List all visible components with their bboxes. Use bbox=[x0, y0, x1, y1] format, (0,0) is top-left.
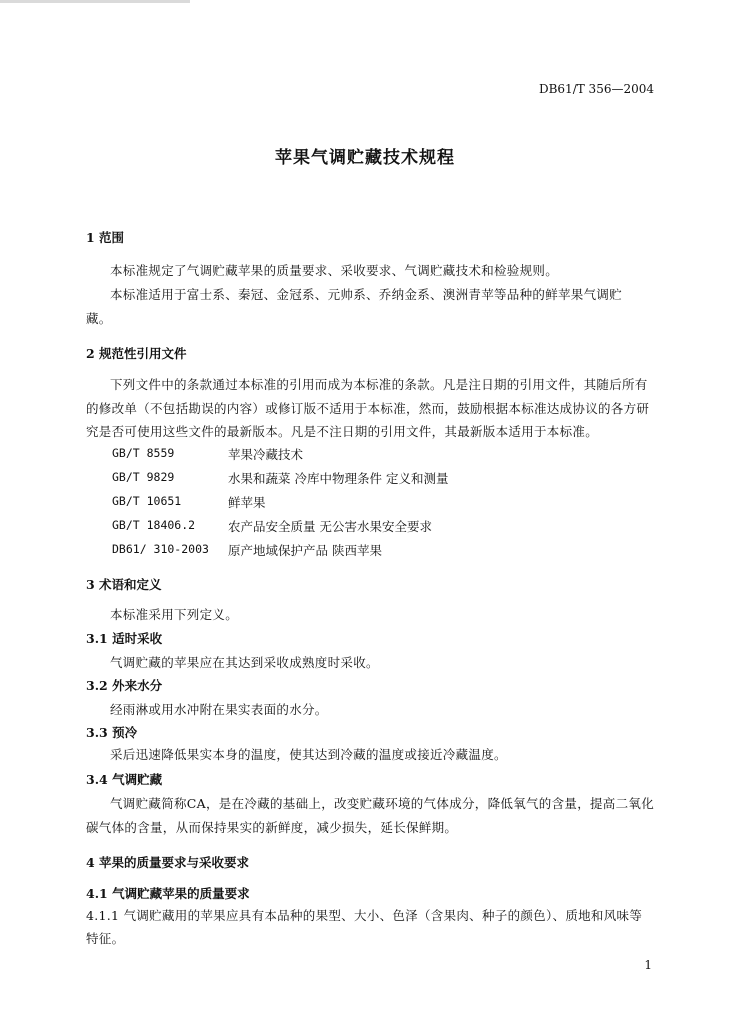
section-4-heading: 4 苹果的质量要求与采收要求 bbox=[86, 855, 250, 870]
page-number: 1 bbox=[644, 958, 652, 972]
term-3-4-heading: 3.4 气调贮藏 bbox=[86, 772, 163, 787]
term-3-2-heading: 3.2 外来水分 bbox=[86, 678, 163, 693]
reference-title: 农产品安全质量 无公害水果安全要求 bbox=[228, 519, 432, 534]
reference-code: GB/T 18406.2 bbox=[112, 518, 196, 532]
section-1-paragraph-2-line-1: 本标准适用于富士系、秦冠、金冠系、元帅系、乔纳金系、澳洲青苹等品种的鲜苹果气调贮 bbox=[110, 287, 623, 302]
term-3-3-heading: 3.3 预冷 bbox=[86, 725, 138, 740]
section-1-paragraph-2-line-2: 藏。 bbox=[86, 311, 112, 326]
term-3-3-definition: 采后迅速降低果实本身的温度，使其达到冷藏的温度或接近冷藏温度。 bbox=[110, 747, 507, 762]
section-1-heading: 1 范围 bbox=[86, 230, 125, 245]
item-4-1-1-line-1: 4.1.1 气调贮藏用的苹果应具有本品种的果型、大小、色泽（含果肉、种子的颜色）、质地和风味等 bbox=[86, 908, 643, 923]
subsection-4-1-heading: 4.1 气调贮藏苹果的质量要求 bbox=[86, 886, 250, 901]
term-3-1-definition: 气调贮藏的苹果应在其达到采收成熟度时采收。 bbox=[110, 655, 379, 670]
term-3-1-heading: 3.1 适时采收 bbox=[86, 631, 163, 646]
reference-title: 鲜苹果 bbox=[228, 495, 266, 510]
item-4-1-1-line-2: 特征。 bbox=[86, 931, 125, 946]
term-3-4-definition-line-1: 气调贮藏简称CA，是在冷藏的基础上，改变贮藏环境的气体成分，降低氧气的含量，提高二氧化 bbox=[110, 796, 654, 811]
section-3-heading: 3 术语和定义 bbox=[86, 577, 162, 592]
reference-code: DB61/ 310-2003 bbox=[112, 542, 209, 556]
term-3-4-definition-line-2: 碳气体的含量，从而保持果实的新鲜度，减少损失，延长保鲜期。 bbox=[86, 820, 458, 835]
document-title: 苹果气调贮藏技术规程 bbox=[275, 148, 455, 168]
section-2-paragraph-line-1: 下列文件中的条款通过本标准的引用而成为本标准的条款。凡是注日期的引用文件，其随后所有 bbox=[110, 377, 648, 392]
section-3-intro: 本标准采用下列定义。 bbox=[110, 607, 239, 622]
reference-title: 苹果冷藏技术 bbox=[228, 447, 304, 462]
reference-code: GB/T 10651 bbox=[112, 494, 182, 508]
section-1-paragraph-1: 本标准规定了气调贮藏苹果的质量要求、采收要求、气调贮藏技术和检验规则。 bbox=[110, 263, 559, 278]
reference-code: GB/T 9829 bbox=[112, 470, 175, 484]
term-3-2-definition: 经雨淋或用水冲附在果实表面的水分。 bbox=[110, 702, 328, 717]
reference-title: 水果和蔬菜 冷库中物理条件 定义和测量 bbox=[228, 471, 449, 486]
scan-edge-mark bbox=[0, 0, 190, 3]
reference-code: GB/T 8559 bbox=[112, 446, 175, 460]
section-2-heading: 2 规范性引用文件 bbox=[86, 346, 187, 361]
reference-title: 原产地域保护产品 陕西苹果 bbox=[228, 543, 382, 558]
document-code: DB61/T 356—2004 bbox=[538, 82, 654, 96]
section-2-paragraph-line-2: 的修改单（不包括勘误的内容）或修订版不适用于本标准，然而，鼓励根据本标准达成协议的各方研 bbox=[86, 401, 650, 416]
section-2-paragraph-line-3: 究是否可使用这些文件的最新版本。凡是不注日期的引用文件，其最新版本适用于本标准。 bbox=[86, 424, 599, 439]
